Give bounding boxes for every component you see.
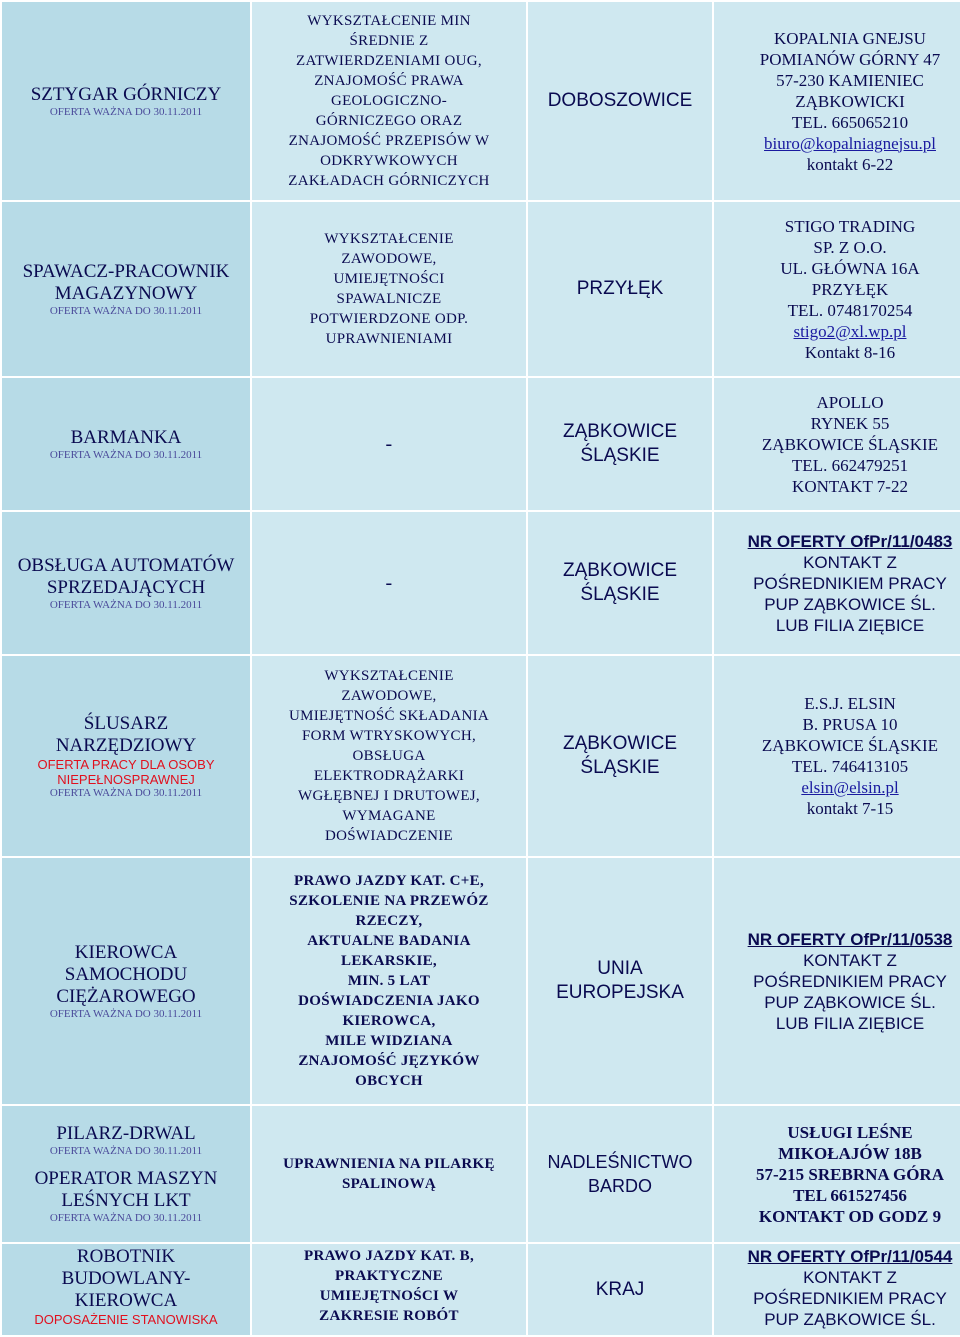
contact-line: PUP ZĄBKOWICE ŚL. [764,992,936,1012]
requirement-line: DOŚWIADCZENIE [324,828,454,844]
contact-cell [713,857,960,1105]
requirement-line: AKTUALNE BADANIA [307,933,471,949]
requirement-line: GÓRNICZEGO ORAZ [315,113,463,129]
place-cell [527,377,713,511]
place-line: EUROPEJSKA [556,982,684,1003]
requirement-line: UPRAWNIENIA NA PILARKĘ [283,1156,495,1172]
table-row [1,857,960,1105]
contact-line: RYNEK 55 [810,413,890,433]
requirement-line: POTWIERDZONE ODP. [309,311,469,327]
requirement-line: UMIEJĘTNOŚCI [333,271,445,287]
contact-line: MIKOŁAJÓW 18B [778,1143,922,1163]
contact-cell [713,655,960,857]
contact-line: KOPALNIA GNEJSU [774,28,926,48]
place-line: BARDO [587,1176,652,1196]
requirements-cell [251,655,527,857]
contact-line: APOLLO [816,392,884,412]
contact-cell [713,511,960,655]
validity-note: OFERTA WAŻNA DO 30.11.2011 [49,448,203,461]
requirement-line: SPALINOWĄ [341,1176,437,1192]
job-title: NARZĘDZIOWY [55,734,197,756]
email-link[interactable]: stigo2@xl.wp.pl [793,321,907,341]
validity-note: OFERTA WAŻNA DO 30.11.2011 [49,1007,203,1020]
place-line: ŚLĄSKIE [580,445,660,466]
job-title-cell [1,511,251,655]
contact-line: POŚREDNIKIEM PRACY [753,573,947,593]
place-line: PRZYŁĘK [576,278,664,299]
requirements-cell [251,511,527,655]
contact-line: TEL. 665065210 [791,112,909,132]
contact-cell [713,1243,960,1336]
email-link[interactable]: biuro@kopalniagnejsu.pl [764,133,936,153]
contact-line: ZĄBKOWICKI [795,91,905,111]
contact-line: LUB FILIA ZIĘBICE [775,1013,925,1033]
contact-cell [713,1105,960,1243]
requirement-line: OBCYCH [355,1073,423,1089]
contact-cell [713,377,960,511]
place-cell [527,857,713,1105]
place-line: NADLEŚNICTWO [547,1152,693,1172]
requirement-line: ZNAJOMOŚĆ JĘZYKÓW [298,1053,480,1069]
email-link[interactable]: elsin@elsin.pl [801,778,899,797]
validity-note: OFERTA WAŻNA DO 30.11.2011 [49,786,203,799]
requirements-cell [251,1,527,201]
contact-hours: kontakt 7-15 [806,799,894,818]
disabled-person-offer-note: NIEPEŁNOSPRAWNEJ [57,771,195,787]
requirement-line: SPAWALNICZE [336,291,442,307]
requirement-line: ZAWODOWE, [341,251,437,267]
contact-line: UL. GŁÓWNA 16A [780,258,920,278]
job-title: ŚLUSARZ [83,712,169,734]
table-row [1,377,960,511]
table-row [1,1,960,201]
contact-line: ZĄBKOWICE ŚLĄSKIE [761,434,939,454]
contact-line: PUP ZĄBKOWICE ŚL. [764,594,936,614]
requirement-line: ZNAJOMOŚĆ PRAWA [314,73,464,89]
requirement-line: ZAKRESIE ROBÓT [319,1308,459,1324]
contact-line: STIGO TRADING [784,216,916,236]
requirement-line: FORM WTRYSKOWYCH, [301,728,476,744]
job-title-cell [1,377,251,511]
contact-line: TEL. 746413105 [791,757,909,776]
validity-note: OFERTA WAŻNA DO 30.11.2011 [49,1212,203,1224]
offer-number: NR OFERTY OfPr/11/0538 [747,929,953,949]
contact-line: KONTAKT Z [803,1268,897,1287]
job-title: OBSŁUGA AUTOMATÓW [17,554,235,576]
contact-line: USŁUGI LEŚNE [787,1122,913,1142]
place-cell [527,511,713,655]
requirements-cell [251,1243,527,1336]
requirement-line: PRAWO JAZDY KAT. B, [303,1248,474,1264]
contact-line: KONTAKT Z [803,552,897,572]
job-title: KIEROWCA [74,941,178,963]
place-cell [527,1,713,201]
job-title: SAMOCHODU [64,963,188,985]
job-title: SZTYGAR GÓRNICZY [30,83,222,105]
job-title: PILARZ-DRWAL [56,1123,196,1144]
contact-line: 57-230 KAMIENIEC [776,70,924,90]
contact-line: TEL. 662479251 [791,455,909,475]
place-cell [527,1243,713,1336]
job-title: BARMANKA [70,426,182,448]
disabled-person-offer-note: OFERTA PRACY DLA OSOBY [37,756,215,772]
requirement-line: ZAWODOWE, [341,688,437,704]
table-row [1,1243,960,1336]
requirement-line: ZNAJOMOŚĆ PRZEPISÓW W [288,133,490,149]
job-title: SPRZEDAJĄCYCH [46,576,206,598]
job-title: CIĘŻAROWEGO [56,985,196,1007]
job-title: MAGAZYNOWY [54,282,198,304]
place-line: ŚLĄSKIE [580,584,660,605]
requirement-line: UPRAWNIENIAMI [325,331,453,347]
contact-line: POMIANÓW GÓRNY 47 [759,49,941,69]
requirement-line: MILE WIDZIANA [325,1033,453,1049]
contact-line: SP. Z O.O. [813,237,887,257]
contact-line: PUP ZĄBKOWICE ŚL. [764,1310,936,1329]
validity-note: OFERTA WAŻNA DO 30.11.2011 [49,598,203,611]
place-cell [527,1105,713,1243]
job-title-cell [1,1243,251,1336]
place-cell [527,655,713,857]
contact-line: KONTAKT OD GODZ 9 [758,1206,942,1226]
place-line: ZĄBKOWICE [562,560,677,581]
requirement-line: KIEROWCA, [342,1013,436,1029]
contact-line: POŚREDNIKIEM PRACY [753,971,947,991]
requirement-line: SZKOLENIE NA PRZEWÓZ [289,893,489,909]
requirement-line: UMIEJĘTNOŚCI W [319,1288,459,1304]
requirements-cell [251,201,527,377]
requirement-line: LEKARSKIE, [341,953,437,969]
requirements-cell [251,1105,527,1243]
contact-cell [713,1,960,201]
requirement-line: WYKSZTAŁCENIE [324,231,454,247]
place-line: DOBOSZOWICE [547,90,693,111]
requirement-line: MIN. 5 LAT [347,973,431,989]
table-row [1,655,960,857]
job-title: ROBOTNIK [76,1246,176,1267]
requirement-line: WGŁĘBNEJ I DRUTOWEJ, [298,788,480,804]
requirement-line: GEOLOGICZNO- [330,93,448,109]
requirement-line: - [385,572,393,594]
job-title-cell [1,1,251,201]
contact-line: PRZYŁĘK [811,279,889,299]
place-line: ZĄBKOWICE [562,421,677,442]
contact-line: LUB FILIA ZIĘBICE [775,615,925,635]
job-title: SPAWACZ-PRACOWNIK [22,260,230,282]
job-title: KIEROWCA [74,1290,178,1311]
contact-hours: Kontakt 8-16 [804,342,896,362]
validity-note: OFERTA WAŻNA DO 30.11.2011 [49,304,203,317]
contact-line: POŚREDNIKIEM PRACY [753,1289,947,1308]
requirements-cell [251,377,527,511]
requirement-line: OBSŁUGA [352,748,426,764]
requirement-line: ODKRYWKOWYCH [320,153,458,169]
offer-number: NR OFERTY OfPr/11/0544 [747,1247,953,1266]
table-row [1,1105,960,1243]
job-title-cell [1,1105,251,1243]
contact-line: TEL. 0748170254 [787,300,913,320]
job-title: BUDOWLANY- [61,1268,191,1289]
place-line: ZĄBKOWICE [562,733,677,754]
job-title-cell [1,857,251,1105]
requirement-line: - [385,433,393,455]
requirements-cell [251,857,527,1105]
contact-line: B. PRUSA 10 [802,715,898,734]
place-cell [527,201,713,377]
requirement-line: RZECZY, [355,913,423,929]
requirement-line: WYKSZTAŁCENIE MIN [307,13,471,29]
job-title: OPERATOR MASZYN [34,1168,218,1189]
contact-line: KONTAKT Z [803,950,897,970]
requirement-line: PRAKTYCZNE [334,1268,443,1284]
job-title-cell [1,201,251,377]
contact-cell [713,201,960,377]
contact-line: KONTAKT 7-22 [792,476,908,496]
job-title-cell [1,655,251,857]
contact-line: 57-215 SREBRNA GÓRA [756,1164,944,1184]
requirement-line: WYMAGANE [342,808,436,824]
contact-line: TEL 661527456 [793,1185,907,1205]
requirement-line: ELEKTRODRĄŻARKI [313,768,465,784]
requirement-line: ZATWIERDZENIAMI OUG, [296,53,482,69]
offer-number: NR OFERTY OfPr/11/0483 [747,531,953,551]
contact-line: ZĄBKOWICE ŚLĄSKIE [761,736,939,755]
table-row [1,201,960,377]
requirement-line: PRAWO JAZDY KAT. C+E, [294,873,484,889]
place-line: UNIA [597,958,643,979]
contact-hours: kontakt 6-22 [806,154,894,174]
validity-note: OFERTA WAŻNA DO 30.11.2011 [49,105,203,118]
requirement-line: UMIEJĘTNOŚĆ SKŁADANIA [288,708,490,724]
place-line: KRAJ [595,1278,645,1300]
job-title: LEŚNYCH LKT [61,1190,191,1211]
contact-line: E.S.J. ELSIN [804,694,896,713]
place-line: ŚLĄSKIE [580,757,660,778]
equipment-subsidy-note: DOPOSAŻENIE STANOWISKA [34,1312,218,1327]
requirement-line: ŚREDNIE Z [349,33,429,49]
requirement-line: DOŚWIADCZENIA JAKO [298,993,480,1009]
table-row [1,511,960,655]
requirement-line: WYKSZTAŁCENIE [324,668,454,684]
requirement-line: ZAKŁADACH GÓRNICZYCH [288,173,490,189]
validity-note: OFERTA WAŻNA DO 30.11.2011 [49,1145,203,1157]
